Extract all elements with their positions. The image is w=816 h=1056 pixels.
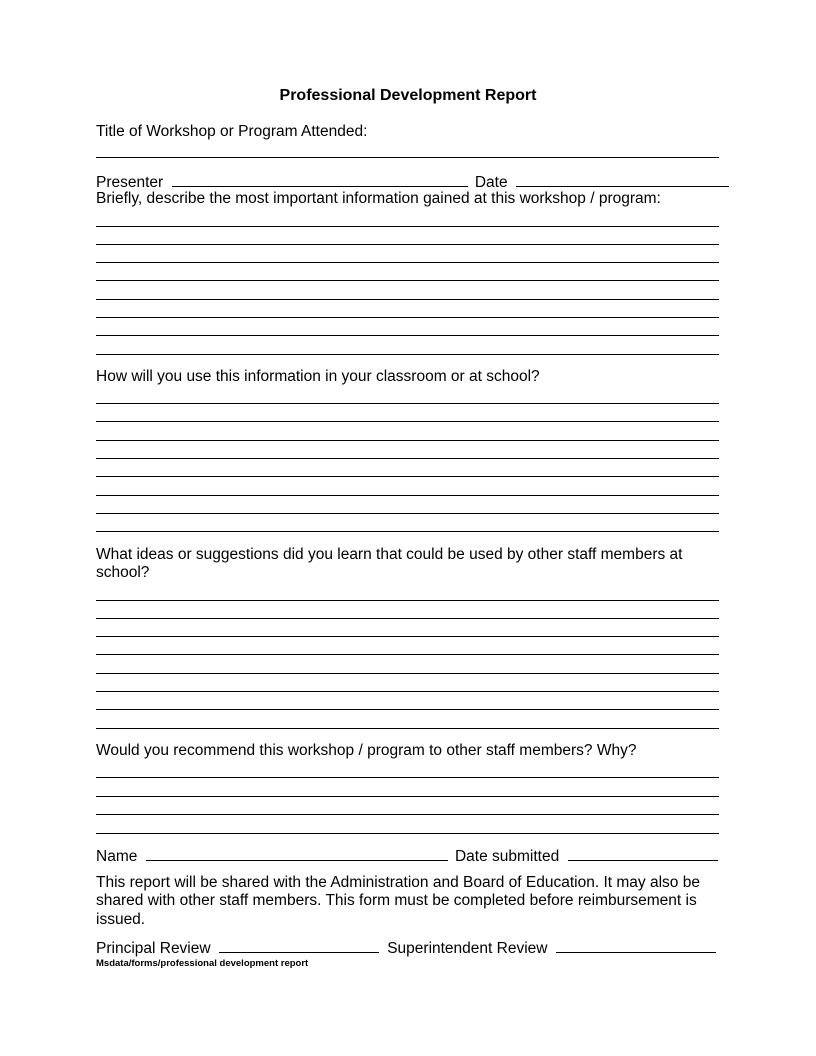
question-recommend: Would you recommend this workshop / program to other staff members? Why? — [96, 742, 637, 759]
workshop-title-label: Title of Workshop or Program Attended: — [96, 123, 368, 140]
answer-line[interactable] — [96, 458, 719, 459]
date-label: Date — [474, 174, 508, 191]
footer-reference: Msdata/forms/professional development report — [96, 958, 309, 969]
answer-line[interactable] — [96, 796, 719, 797]
answer-line[interactable] — [96, 421, 719, 422]
superintendent-review-label: Superintendent Review — [387, 940, 548, 957]
principal-review-label: Principal Review — [96, 940, 211, 957]
question-important-info: Briefly, describe the most important information gained at this workshop / program: — [96, 190, 661, 207]
answer-line[interactable] — [96, 513, 719, 514]
answer-line[interactable] — [96, 814, 719, 815]
answer-line[interactable] — [96, 833, 719, 834]
answer-line[interactable] — [96, 335, 719, 336]
answer-line[interactable] — [96, 618, 719, 619]
answer-line[interactable] — [96, 531, 719, 532]
answer-line[interactable] — [96, 317, 719, 318]
answer-line[interactable] — [96, 476, 719, 477]
answer-line[interactable] — [96, 403, 719, 404]
answer-line[interactable] — [96, 262, 719, 263]
answer-line[interactable] — [96, 709, 719, 710]
question-use-information: How will you use this information in your classroom or at school? — [96, 368, 540, 385]
date-submitted-label: Date submitted — [454, 848, 560, 865]
presenter-date-row — [96, 172, 729, 192]
answer-line[interactable] — [96, 654, 719, 655]
superintendent-review-blank[interactable] — [556, 938, 716, 953]
answer-line[interactable] — [96, 299, 719, 300]
workshop-title-line[interactable] — [96, 157, 719, 158]
answer-line[interactable] — [96, 226, 719, 227]
question-ideas-line2: school? — [96, 564, 150, 581]
answer-line[interactable] — [96, 354, 719, 355]
answer-line[interactable] — [96, 244, 719, 245]
date-submitted-blank[interactable] — [568, 846, 718, 861]
answer-line[interactable] — [96, 495, 719, 496]
name-label: Name — [96, 848, 138, 865]
answer-line[interactable] — [96, 280, 719, 281]
principal-review-blank[interactable] — [219, 938, 379, 953]
review-row — [96, 938, 716, 958]
name-blank[interactable] — [146, 846, 448, 861]
answer-line[interactable] — [96, 673, 719, 674]
presenter-label: Presenter — [96, 174, 164, 191]
page-title: Professional Development Report — [279, 87, 537, 104]
presenter-blank[interactable] — [172, 172, 468, 187]
answer-line[interactable] — [96, 440, 719, 441]
answer-line[interactable] — [96, 777, 719, 778]
name-date-row — [96, 846, 718, 866]
notice-line-1: This report will be shared with the Administration and Board of Education. It may also be — [96, 874, 700, 891]
question-ideas-line1: What ideas or suggestions did you learn that could be used by other staff members at — [96, 546, 683, 563]
answer-line[interactable] — [96, 600, 719, 601]
date-blank[interactable] — [516, 172, 729, 187]
answer-line[interactable] — [96, 728, 719, 729]
notice-line-2: shared with other staff members. This form must be completed before reimbursement is — [96, 892, 697, 909]
notice-line-3: issued. — [96, 911, 146, 928]
answer-line[interactable] — [96, 691, 719, 692]
answer-line[interactable] — [96, 636, 719, 637]
